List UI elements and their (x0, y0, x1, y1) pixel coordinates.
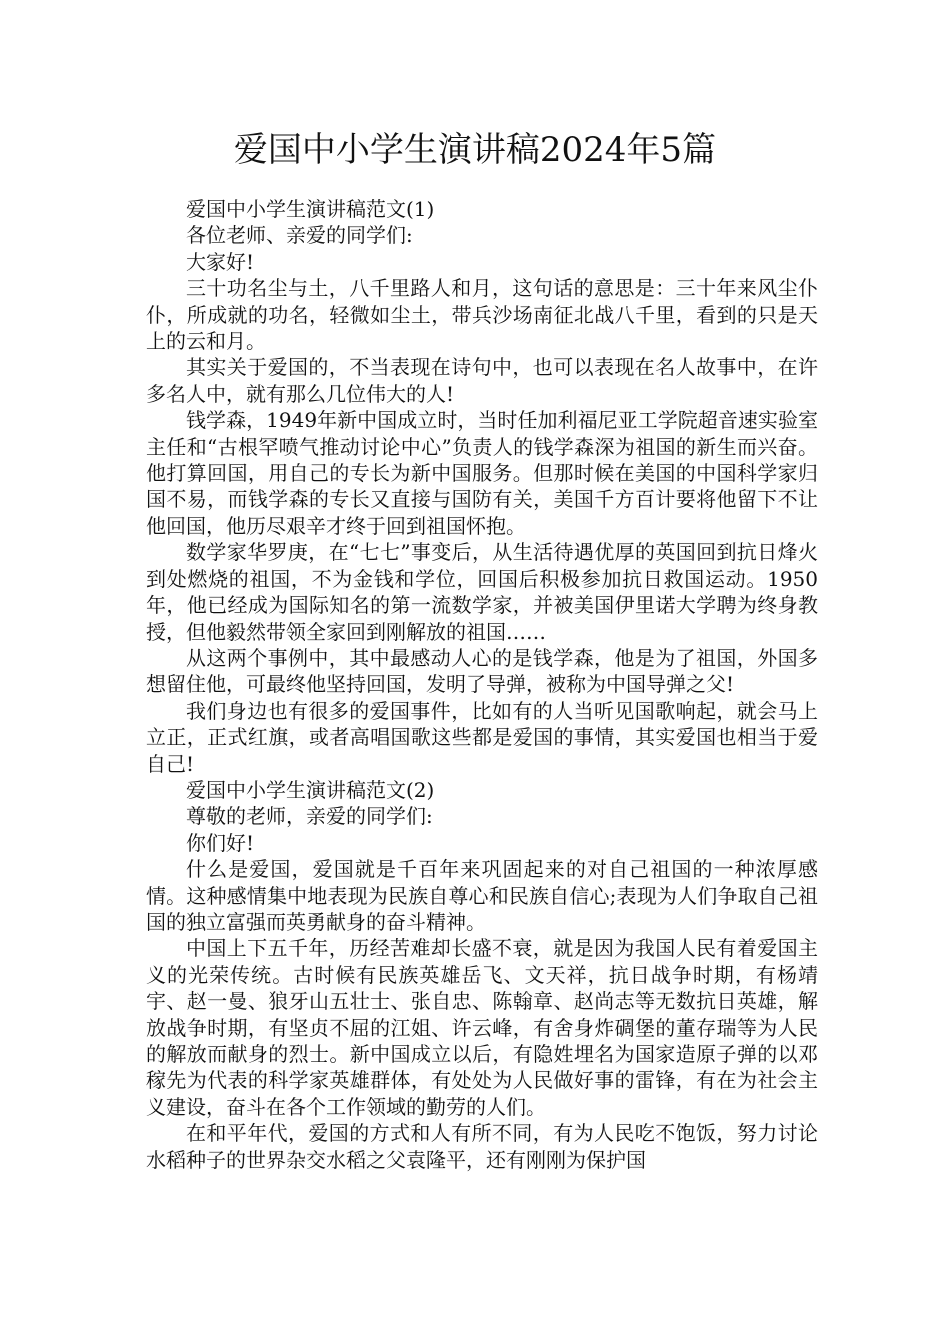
document-title: 爱国中小学生演讲稿2024年5篇 (233, 130, 717, 170)
document-body (146, 196, 818, 1173)
greeting: 大家好! (186, 249, 255, 274)
paragraph: 中国上下五千年，历经苦难却长盛不衰，就是因为我国人民有着爱国主义的光荣传统。古时候有民族英雄岳飞、文天祥，抗日战争时期，有杨靖宇、赵一曼、狼牙山五壮士、张自忠、陈翰章、赵尚志等无数抗日英雄，解放战争时期，有坚贞不屈的江姐、许云峰，有舍身炸碉堡的董存瑞等为人民的解放而献身的烈士。新中国成立以后，有隐姓埋名为国家造原子弹的以邓稼先为代表的科学家英雄群体，有处处为人民做好事的雷锋，有在为社会主义建设，奋斗在各个工作领域的勤劳的人们。 (146, 936, 818, 1119)
section-heading-1: 爱国中小学生演讲稿范文(1) (186, 197, 435, 221)
paragraph: 什么是爱国，爱国就是千百年来巩固起来的对自己祖国的一种浓厚感情。这种感情集中地表现为民族自尊心和民族自信心;表现为人们争取自己祖国的独立富强而英勇献身的奋斗精神。 (146, 857, 818, 934)
salutation: 各位老师、亲爱的同学们: (186, 223, 413, 248)
salutation: 尊敬的老师，亲爱的同学们: (186, 804, 433, 829)
paragraph: 三十功名尘与土，八千里路人和月，这句话的意思是：三十年来风尘仆仆，所成就的功名，轻微如尘土，带兵沙场南征北战八千里，看到的只是天上的云和月。 (146, 276, 818, 354)
paragraph: 其实关于爱国的，不当表现在诗句中，也可以表现在名人故事中，在许多名人中，就有那么几位伟大的人! (146, 355, 818, 406)
paragraph: 数学家华罗庚，在“七七”事变后，从生活待遇优厚的英国回到抗日烽火到处燃烧的祖国，不为金钱和学位，回国后积极参加抗日救国运动。1950年，他已经成为国际知名的第一流数学家，并被美国伊里诺大学聘为终身教授，但他毅然带领全家回到刚解放的祖国…… (146, 540, 818, 644)
greeting: 你们好! (186, 830, 255, 855)
paragraph: 我们身边也有很多的爱国事件，比如有的人当听见国歌响起，就会马上立正，正式红旗，或者高唱国歌这些都是爱国的事情，其实爱国也相当于爱自己! (146, 698, 818, 776)
paragraph: 在和平年代，爱国的方式和人有所不同，有为人民吃不饱饭，努力讨论水稻种子的世界杂交水稻之父袁隆平，还有刚刚为保护国 (146, 1121, 818, 1172)
paragraph: 从这两个事例中，其中最感动人心的是钱学森，他是为了祖国，外国多想留住他，可最终他坚持回国，发明了导弹，被称为中国导弹之父! (146, 645, 818, 697)
section-heading-2: 爱国中小学生演讲稿范文(2) (186, 777, 435, 802)
paragraph: 钱学森，1949年新中国成立时，当时任加利福尼亚工学院超音速实验室主任和“古根罕喷气推动讨论中心”负责人的钱学森深为祖国的新生而兴奋。他打算回国，用自己的专长为新中国服务。但那时候在美国的中国科学家归国不易，而钱学森的专长又直接与国防有关，美国千方百计要将他留下不让他回国，他历尽艰辛才终于回到祖国怀抱。 (146, 408, 818, 538)
